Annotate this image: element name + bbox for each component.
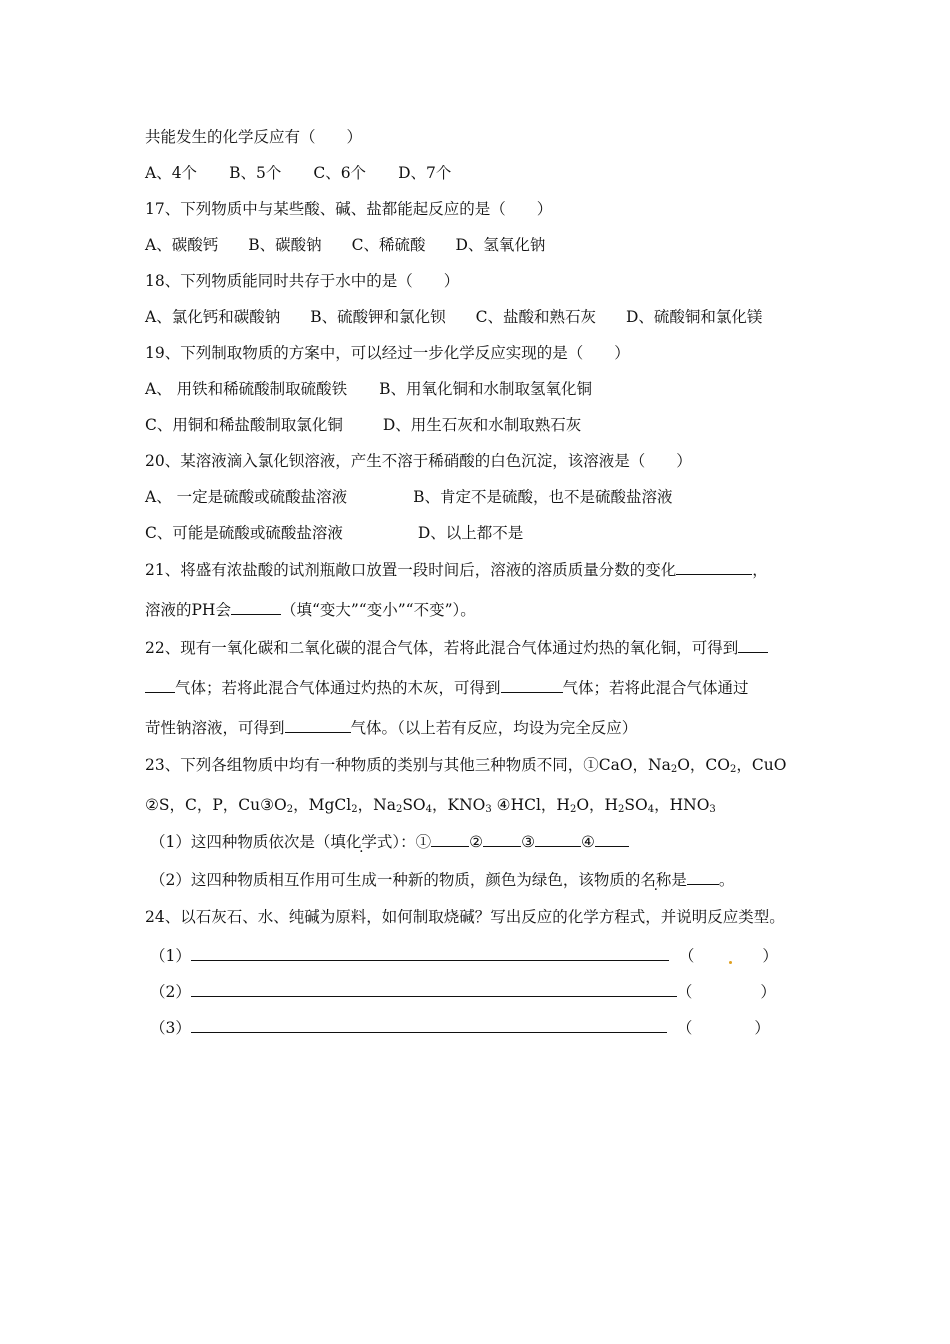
q23-num-2: ②: [469, 833, 484, 851]
q23-sub: 2: [569, 804, 577, 815]
q24-equation-blank-3[interactable]: [191, 1017, 667, 1033]
q18-stem-text: 18、下列物质能同时共存于水中的是（ ）: [145, 272, 460, 290]
q23-line2: [145, 795, 716, 820]
q22-blank-1a[interactable]: [738, 637, 768, 653]
q21-blank-2[interactable]: [231, 599, 281, 615]
q23-sub: 4: [425, 804, 433, 815]
q23-sub1-text-b: ）：①: [392, 833, 432, 851]
q23-sub: 2: [395, 804, 403, 815]
q17-option-a: A、碳酸钙: [145, 236, 219, 254]
q22-text-3: 气体；若将此混合气体通过: [562, 679, 749, 697]
q21-blank-1[interactable]: [676, 559, 752, 575]
q16-option-a: A、4个: [145, 164, 198, 182]
q23-blank-4[interactable]: [595, 831, 629, 847]
q20-option-a: A、 一定是硫酸或硫酸盐溶液: [145, 488, 348, 506]
q21-text: 21、将盛有浓盐酸的试剂瓶敞口放置一段时间后，溶液的溶质质量分数的变化: [145, 561, 677, 579]
q19-option-a: A、 用铁和稀硫酸制取硫酸铁: [145, 380, 348, 398]
q19-stem: [145, 343, 630, 363]
q22-text-2: 气体；若将此混合气体通过灼热的木灰，可得到: [175, 679, 501, 697]
q22-line2: [145, 677, 749, 698]
q24-equation-blank-1[interactable]: [191, 945, 669, 961]
q24-stem-text: 24、以石灰石、水、纯碱为原料，如何制取烧碱？写出反应的化学方程式，并说明反应类型。: [145, 908, 785, 926]
q23-text-2e: ，KNO: [432, 796, 486, 814]
q20-option-c: C、可能是硫酸或硫酸盐溶液: [145, 524, 343, 542]
q20-options-row1: [145, 487, 673, 507]
q23-num-3: ③: [521, 833, 535, 851]
q17-option-b: B、碳酸钠: [248, 236, 322, 254]
q24-paren-close: ）: [760, 983, 776, 1001]
q22-blank-3[interactable]: [285, 717, 351, 733]
q23-sub: 3: [485, 804, 492, 815]
q23-sub1: [150, 831, 629, 852]
q23-blank-3[interactable]: [535, 831, 581, 847]
q16-stem: [145, 127, 362, 147]
q23-text-2h: SO: [624, 796, 648, 814]
q23-sub: 2: [670, 764, 678, 775]
q19-options-row1: [145, 379, 592, 399]
q20-stem: [145, 451, 692, 471]
q24-item-3: [150, 1017, 770, 1038]
q23-text-2f: ④HCl，H: [491, 796, 570, 814]
q23-sub: 4: [647, 804, 655, 815]
q23-blank-5[interactable]: [687, 869, 719, 885]
q19-stem-text: 19、下列制取物质的方案中，可以经过一步化学反应实现的是（ ）: [145, 344, 630, 362]
q23-text-2b: ，MgCl: [293, 796, 352, 814]
q24-paren-open: （: [678, 947, 695, 965]
q23-blank-2[interactable]: [483, 831, 521, 847]
q23-text-1c: ，CuO: [736, 756, 787, 774]
q18-options: [145, 307, 762, 327]
q24-item-2: [150, 981, 776, 1002]
q22-text-5: 气体。（以上若有反应，均设为完全反应）: [350, 719, 638, 737]
q24-label-2: （2）: [150, 983, 191, 1001]
q18-option-b: B、硫酸钾和氯化钡: [310, 308, 446, 326]
q22-text-1: 22、现有一氧化碳和二氧化碳的混合气体，若将此混合气体通过灼热的氧化铜，可得到: [145, 639, 739, 657]
q23-sub: 2: [618, 804, 625, 815]
q16-stem-text: 共能发生的化学反应有（ ）: [145, 128, 363, 146]
q23-text-2a: ②S，C，P，Cu③O: [145, 796, 287, 814]
q24-paren-close: ）: [754, 1019, 770, 1037]
q20-options-row2: [145, 523, 523, 543]
q23-emphasis-2: 名称: [640, 871, 672, 889]
q24-equation-blank-2[interactable]: [191, 981, 677, 997]
q17-option-d: D、氢氧化钠: [455, 236, 546, 254]
q23-sub1-text: （1）这四种物质依次是（: [150, 833, 331, 851]
q20-option-d: D、以上都不是: [417, 524, 524, 542]
q23-text-1b: O，CO: [677, 756, 730, 774]
q23-text-2c: ，Na: [357, 796, 396, 814]
q22-text-4: 苛性钠溶液，可得到: [145, 719, 285, 737]
q24-label-1: （1）: [150, 947, 191, 965]
q20-option-b: B、肯定不是硫酸，也不是硫酸盐溶液: [413, 488, 673, 506]
q21-line2: [145, 599, 476, 620]
q22-blank-2[interactable]: [501, 677, 563, 693]
q23-text-2i: ，HNO: [654, 796, 710, 814]
q16-option-c: C、6个: [313, 164, 367, 182]
q18-option-d: D、硫酸铜和氯化镁: [625, 308, 763, 326]
q19-options-row2: [145, 415, 581, 435]
q22-line1: [145, 637, 768, 658]
q23-sub2-text: （2）这四种物质相互作用可生成一种新的物质，颜色为绿色，该物质的: [150, 871, 641, 889]
q19-option-d: D、用生石灰和水制取熟石灰: [382, 416, 582, 434]
q19-option-c: C、用铜和稀盐酸制取氯化铜: [145, 416, 343, 434]
q23-text-2d: SO: [402, 796, 426, 814]
q18-option-a: A、氯化钙和碳酸钠: [145, 308, 281, 326]
q16-option-b: B、5个: [229, 164, 282, 182]
q24-paren-close: ）: [762, 947, 778, 965]
q17-options: [145, 235, 545, 255]
q18-stem: [145, 271, 459, 291]
q23-sub: 2: [351, 804, 358, 815]
q23-sub: 2: [730, 764, 737, 775]
q23-sub2: [150, 869, 734, 890]
q23-text-2g: O，H: [576, 796, 619, 814]
q24-stem: [145, 907, 785, 927]
q20-stem-text: 20、某溶液滴入氯化钡溶液，产生不溶于稀硝酸的白色沉淀，该溶液是（ ）: [145, 452, 692, 470]
q23-blank-1[interactable]: [431, 831, 469, 847]
q16-options: [145, 163, 451, 183]
q23-sub: 3: [709, 804, 716, 815]
q17-option-c: C、稀硫酸: [351, 236, 426, 254]
q23-text-1: 23、下列各组物质中均有一种物质的类别与其他三种物质不同，①CaO，Na: [145, 756, 671, 774]
q23-emphasis: 填化学式: [330, 833, 393, 851]
stray-mark: [729, 961, 732, 964]
q21-line1: [145, 559, 768, 580]
q24-label-3: （3）: [150, 1019, 191, 1037]
q17-stem-text: 17、下列物质中与某些酸、碱、盐都能起反应的是（ ）: [145, 200, 553, 218]
q24-paren-open: （: [676, 1019, 693, 1037]
q16-option-d: D、7个: [398, 164, 452, 182]
q21-comma: ，: [752, 561, 768, 579]
q21-hint: （填“变大”“变小”“不变”）。: [280, 601, 476, 619]
q22-blank-1b[interactable]: [145, 677, 175, 693]
q19-option-b: B、用氧化铜和水制取氢氧化铜: [379, 380, 593, 398]
q17-stem: [145, 199, 552, 219]
q24-item-1: [150, 945, 778, 966]
q24-paren-open: （: [676, 983, 693, 1001]
q23-line1: [145, 755, 786, 780]
q18-option-c: C、盐酸和熟石灰: [475, 308, 596, 326]
q21-ph-text: 溶液的PH会: [145, 601, 231, 619]
q23-sub: 2: [286, 804, 294, 815]
q23-num-4: ④: [580, 833, 595, 851]
q22-line3: [145, 717, 637, 738]
q23-period: 。: [718, 871, 735, 889]
q23-sub2-text-b: 是: [671, 871, 687, 889]
